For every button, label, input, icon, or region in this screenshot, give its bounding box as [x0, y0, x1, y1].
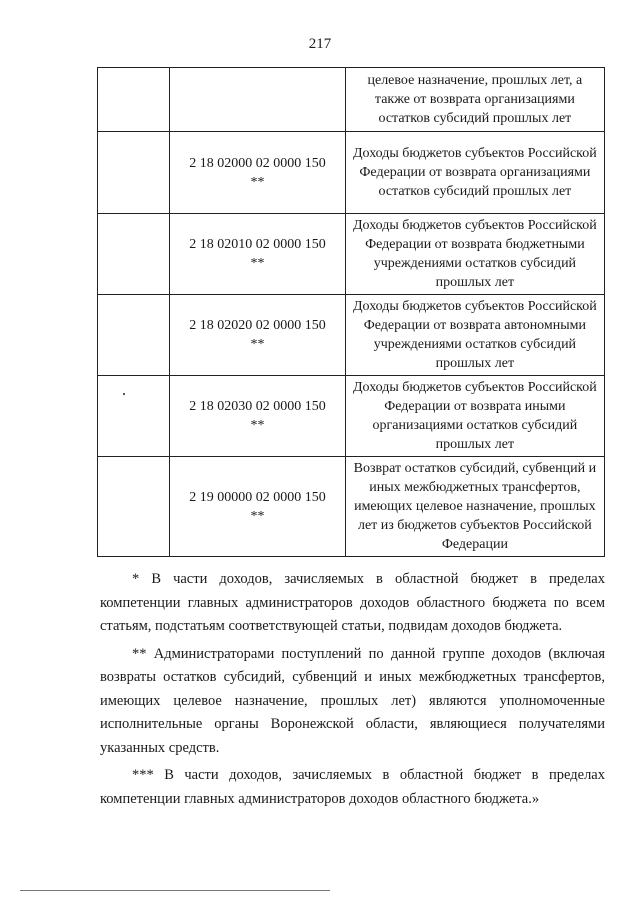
footnote-mark: ** — [250, 256, 265, 271]
footnote-mark: ** — [250, 508, 265, 524]
revenue-name-cell: Доходы бюджетов субъектов Российской Федерации от возврата иными организациями остатков субсидий прошлых лет — [345, 376, 604, 457]
table-row — [98, 295, 605, 376]
page-edge-rule — [20, 890, 330, 891]
footnote-single-asterisk: * В части доходов, зачисляемых в областной бюджет в пределах компетенции главных администраторов доходов областного бюджета по всем статьям, подстатьям соответствующей статьи, подвидам доходов бюджета. — [100, 571, 605, 634]
footnote-mark: ** — [250, 337, 265, 352]
scan-speck — [123, 393, 125, 395]
table-row — [98, 376, 605, 457]
revenue-code-cell — [170, 132, 346, 214]
footnote-mark: ** — [250, 174, 265, 190]
admin-code-cell — [98, 295, 170, 376]
table-row — [98, 132, 605, 214]
table-row — [98, 457, 605, 557]
footnote-double-asterisk: ** Администраторами поступлений по данной группе доходов (включая возвраты остатков субсидий, субвенций и иных межбюджетных трансфертов, имеющих целевое назначение, прошлых лет) являются уполномоченные исполнительные органы Воронежской области, являющиеся получателями указанных средств. — [100, 645, 605, 756]
admin-code-cell — [98, 376, 170, 457]
revenue-name-cell: Возврат остатков субсидий, субвенций и иных межбюджетных трансфертов, имеющих целевое назначение, прошлых лет из бюджетов субъектов Российской Федерации — [345, 457, 604, 557]
page-number: 217 — [308, 36, 332, 52]
footnote-mark: ** — [250, 418, 265, 433]
revenue-code-cell — [170, 214, 346, 295]
revenue-code: 2 19 00000 02 0000 150 — [189, 489, 326, 505]
footnote-triple-asterisk: *** В части доходов, зачисляемых в областной бюджет в пределах компетенции главных администраторов доходов областного бюджета.» — [100, 767, 605, 807]
revenue-code: 2 18 02010 02 0000 150 — [189, 237, 326, 252]
revenue-code: 2 18 02020 02 0000 150 — [189, 318, 326, 333]
revenue-code-cell — [170, 295, 346, 376]
revenue-code-cell — [170, 457, 346, 557]
revenue-name-cell: Доходы бюджетов субъектов Российской Федерации от возврата автономными учреждениями остатков субсидий прошлых лет — [345, 295, 604, 376]
revenue-code: 2 18 02000 02 0000 150 — [189, 155, 326, 171]
revenue-name-cell: целевое назначение, прошлых лет, а также от возврата организациями остатков субсидий прошлых лет — [345, 68, 604, 132]
revenue-code-cell — [170, 68, 346, 132]
revenue-name-cell: Доходы бюджетов субъектов Российской Федерации от возврата бюджетными учреждениями остатков субсидий прошлых лет — [345, 214, 604, 295]
admin-code-cell — [98, 68, 170, 132]
budget-revenue-table — [97, 67, 605, 557]
table-row — [98, 68, 605, 132]
admin-code-cell — [98, 132, 170, 214]
admin-code-cell — [98, 457, 170, 557]
footnotes — [100, 568, 605, 815]
revenue-code-cell — [170, 376, 346, 457]
admin-code-cell — [98, 214, 170, 295]
table-row — [98, 214, 605, 295]
revenue-name-cell: Доходы бюджетов субъектов Российской Федерации от возврата организациями остатков субсидий прошлых лет — [345, 132, 604, 214]
revenue-code: 2 18 02030 02 0000 150 — [189, 399, 326, 414]
